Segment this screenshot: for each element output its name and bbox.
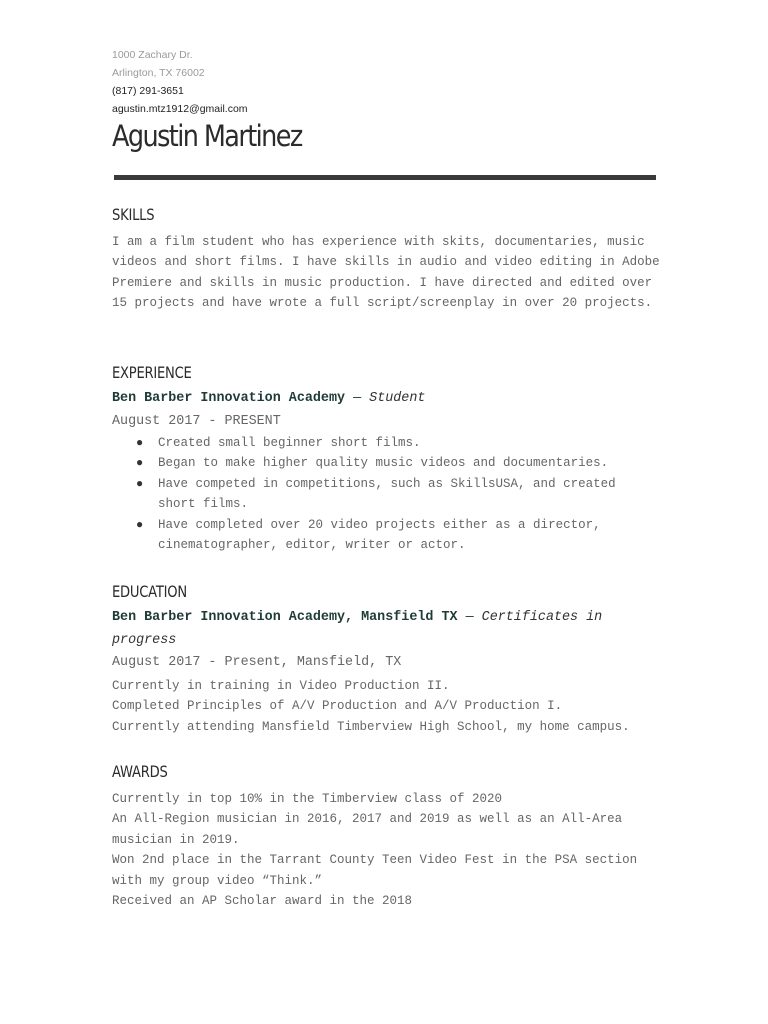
list-item (112, 453, 660, 473)
bullet-text: Have completed over 20 video projects either as a director, cinematographer, editor, writer or actor. (158, 517, 601, 553)
awards-heading: AWARDS (112, 762, 168, 781)
bullet-icon: ● (136, 456, 144, 471)
education-details (112, 676, 660, 737)
skills-heading: SKILLS (112, 205, 155, 224)
education-dates: August 2017 - Present, Mansfield, TX (112, 655, 402, 670)
list-item (112, 433, 660, 453)
award-line: Received an AP Scholar award in the 2018 (112, 894, 413, 909)
list-item (112, 515, 660, 556)
experience-separator: — (345, 391, 370, 406)
education-separator: — (457, 610, 482, 625)
bullet-text: Have competed in competitions, such as SkillsUSA, and created short films. (158, 476, 616, 512)
bullet-icon: ● (136, 436, 144, 450)
experience-org: Ben Barber Innovation Academy (112, 391, 346, 406)
education-line: Currently attending Mansfield Timberview High School, my home campus. (112, 719, 630, 734)
address-line-1: 1000 Zachary Dr. (112, 49, 193, 61)
education-line: Currently in training in Video Production II. (112, 679, 450, 693)
header-divider (114, 175, 656, 180)
award-line: Currently in top 10% in the Timberview class of 2020 (112, 792, 503, 806)
candidate-name: Agustin Martinez (112, 119, 302, 153)
list-item (112, 474, 660, 515)
phone-number: (817) 291-3651 (112, 85, 184, 97)
bullet-text: Created small beginner short films. (158, 436, 421, 450)
experience-heading: EXPERIENCE (112, 363, 192, 382)
bullet-text: Began to make higher quality music videos and documentaries. (158, 456, 609, 471)
awards-list (112, 789, 660, 911)
award-line: An All-Region musician in 2016, 2017 and 2019 as well as an All-Area musician in 2019. (112, 812, 623, 847)
education-line: Completed Principles of A/V Production and A/V Production I. (112, 699, 563, 714)
contact-block (112, 46, 248, 118)
experience-dates: August 2017 - PRESENT (112, 414, 281, 429)
experience-role: Student (369, 391, 426, 406)
bullet-icon: ● (136, 517, 144, 532)
experience-bullets (112, 433, 660, 555)
bullet-icon: ● (136, 476, 144, 491)
address-line-2: Arlington, TX 76002 (112, 67, 205, 79)
education-credential: Certificates in progress (112, 610, 603, 648)
skills-text: I am a film student who has experience with skits, documentaries, music videos and short films. I have skills in audio and video editing in Adobe Premiere and skills in music production. I have directed and edited over 15 projects and have wrote a full script/screenplay in over 20 projects. (112, 235, 660, 311)
email-address: agustin.mtz1912@gmail.com (112, 103, 248, 115)
education-entry-title (112, 607, 660, 652)
education-heading: EDUCATION (112, 582, 187, 601)
education-org: Ben Barber Innovation Academy, Mansfield TX (112, 610, 458, 625)
award-line: Won 2nd place in the Tarrant County Teen Video Fest in the PSA section with my group video “Think.” (112, 853, 638, 888)
experience-entry-title (112, 388, 660, 411)
